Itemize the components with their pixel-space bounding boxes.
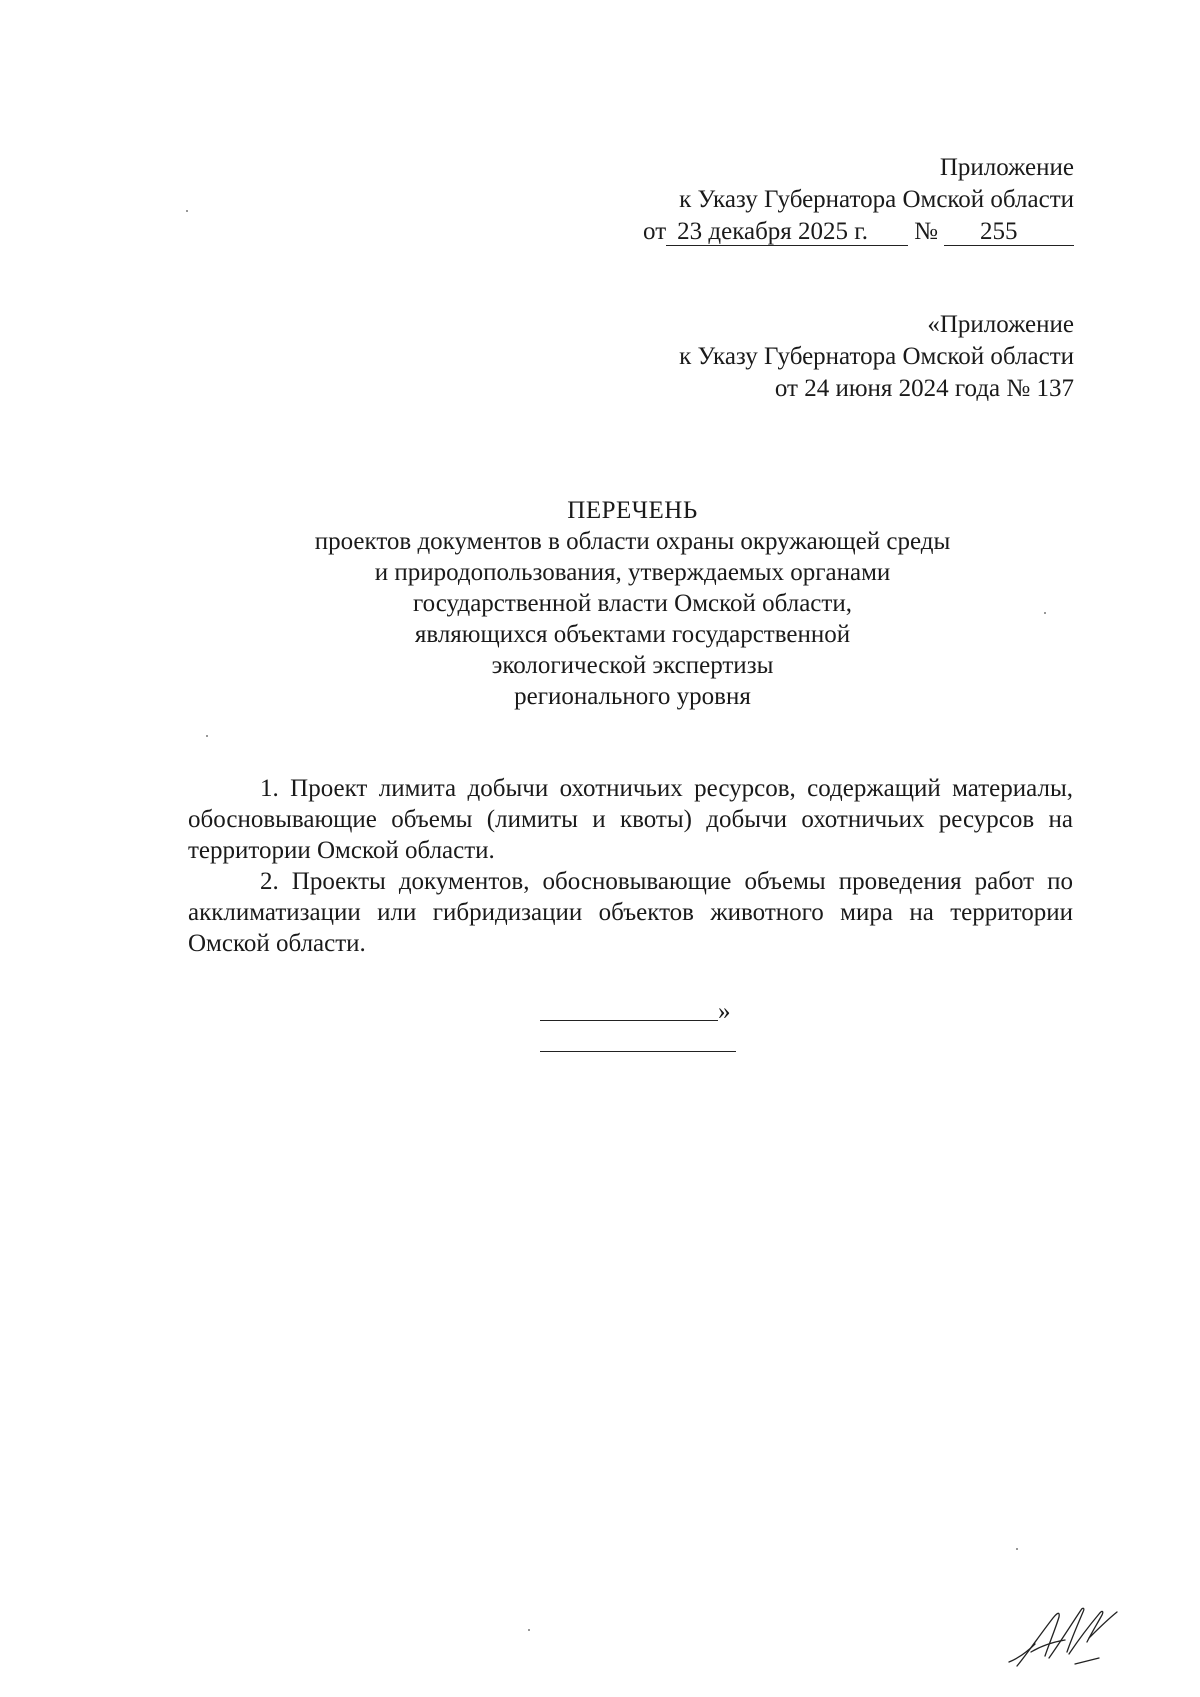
scan-speck [528,1629,530,1631]
scan-speck [1044,612,1046,614]
end-rule [540,1051,736,1052]
document-subtitle-line: проектов документов в области охраны окружающей среды [314,528,951,555]
original-appendix-header [679,309,1074,405]
scan-speck [186,210,188,212]
document-subtitle-line: и природопользования, утверждаемых органами [374,559,891,586]
handwritten-signature [1005,1592,1125,1672]
number-sign: № [914,218,938,245]
document-title-block [0,495,1200,712]
appendix-date-number-line [643,216,1074,248]
appendix-header [643,152,1074,248]
document-subtitle-line: являющихся объектами государственной [414,621,851,648]
date-prefix: от [643,218,667,245]
document-subtitle-line: регионального уровня [514,683,751,710]
scan-speck [1016,1548,1018,1550]
closing-quote-mark: » [718,998,731,1025]
decree-number-field: 255 [944,219,1074,246]
list-item: 1. Проект лимита добычи охотничьих ресурсов, содержащий материалы, обосновывающие объемы (лимиты и квоты) добычи охотничьих ресурсов на территории Омской области. [188,775,1073,864]
closing-rule [540,1020,718,1021]
decree-date-field: 23 декабря 2025 г. [666,219,908,246]
document-subtitle-line: государственной власти Омской области, [413,590,852,617]
scan-speck [206,735,208,737]
list-item: 2. Проекты документов, обосновывающие объемы проведения работ по акклиматизации или гибридизации объектов животного мира на территории Омской области. [188,868,1073,957]
appendix-decree-reference: к Указу Губернатора Омской области [679,186,1074,213]
original-appendix-label: «Приложение [927,311,1074,338]
original-appendix-decree-reference: к Указу Губернатора Омской области [679,343,1074,370]
document-title: ПЕРЕЧЕНЬ [567,497,698,524]
original-appendix-date-number: от 24 июня 2024 года № 137 [774,375,1074,402]
document-body [188,773,1073,959]
appendix-label: Приложение [939,154,1074,181]
document-subtitle-line: экологической экспертизы [491,652,774,679]
